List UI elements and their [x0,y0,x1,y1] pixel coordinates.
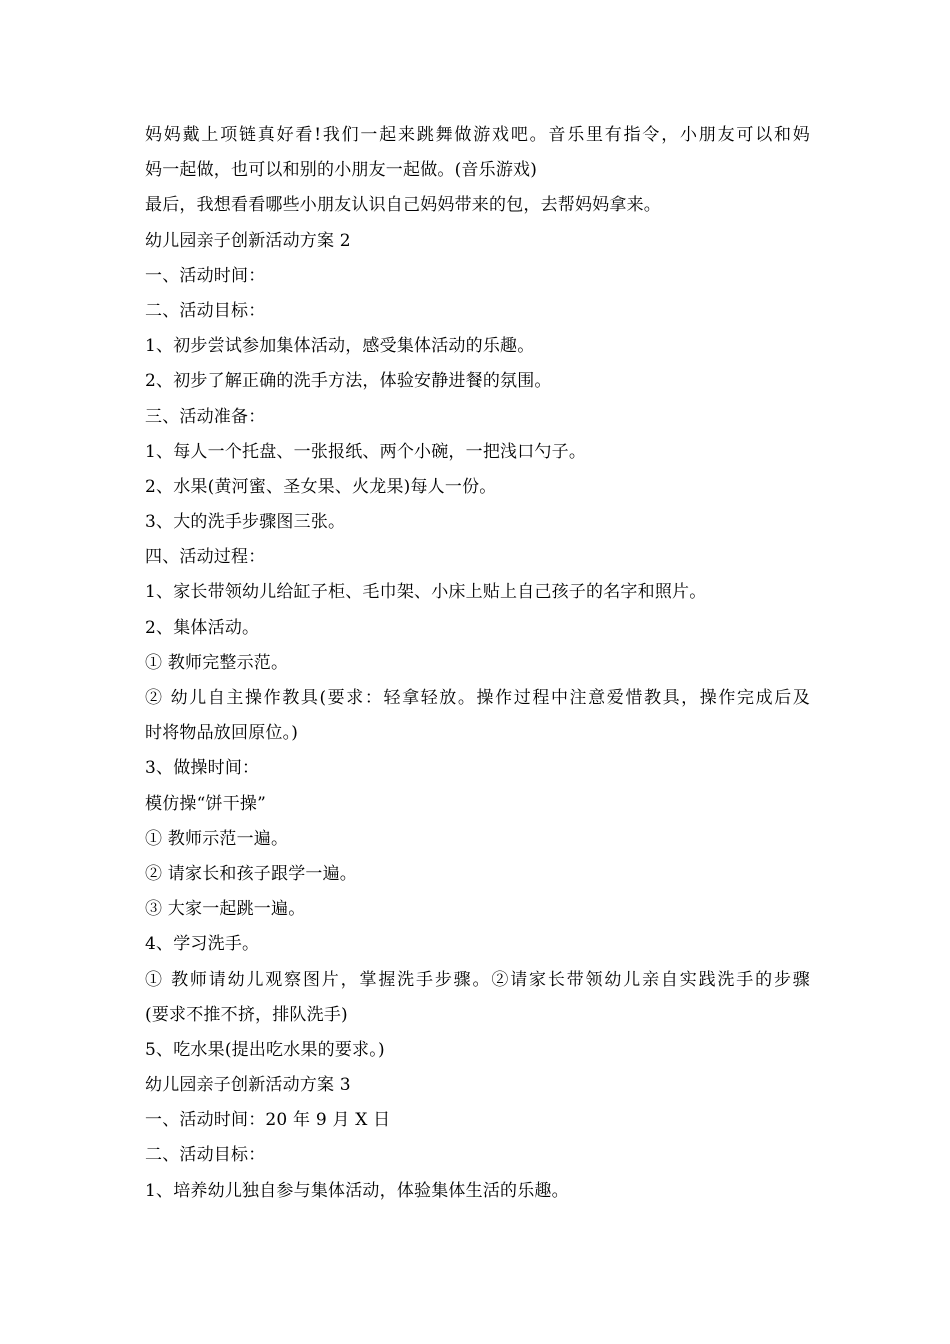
paragraph-line: 一、活动时间： [145,265,266,286]
paragraph-line: 最后，我想看看哪些小朋友认识自己妈妈带来的包，去帮妈妈拿来。 [145,195,661,216]
paragraph-line: 二、活动目标： [145,300,266,321]
paragraph-line: ③ 大家一起跳一遍。 [145,899,306,920]
paragraph-line: 3、大的洗手步骤图三张。 [145,512,346,533]
paragraph-line: (要求不推不挤，排队洗手) [145,1004,348,1025]
paragraph-line: 2、水果(黄河蜜、圣女果、火龙果)每人一份。 [145,476,497,497]
paragraph-line: 1、初步尝试参加集体活动，感受集体活动的乐趣。 [145,336,535,357]
paragraph-line: 1、家长带领幼儿给缸子柜、毛巾架、小床上贴上自己孩子的名字和照片。 [145,582,707,603]
paragraph-line: 四、活动过程： [145,547,266,568]
paragraph-line: ② 请家长和孩子跟学一遍。 [145,863,358,884]
paragraph-line: 1、培养幼儿独自参与集体活动，体验集体生活的乐趣。 [145,1180,569,1201]
paragraph-line: ② 幼儿自主操作教具(要求：轻拿轻放。操作过程中注意爱惜教具，操作完成后及 [145,688,810,708]
paragraph-line: 妈妈戴上项链真好看!我们一起来跳舞做游戏吧。音乐里有指令，小朋友可以和妈 [145,125,810,145]
paragraph-line: 5、吃水果(提出吃水果的要求。) [145,1039,385,1060]
section-heading: 幼儿园亲子创新活动方案 3 [145,1075,351,1096]
paragraph-line: ① 教师请幼儿观察图片，掌握洗手步骤。②请家长带领幼儿亲自实践洗手的步骤 [145,969,810,990]
paragraph-line: 三、活动准备： [145,406,266,427]
paragraph-line: 二、活动目标： [145,1145,266,1166]
paragraph-line: 一、活动时间：20 年 9 月 X 日 [145,1110,391,1131]
paragraph-line: 模仿操“饼干操” [145,793,266,814]
paragraph-line: 3、做操时间： [145,758,260,779]
paragraph-line: 妈一起做，也可以和别的小朋友一起做。(音乐游戏) [145,160,538,181]
paragraph-line: 4、学习洗手。 [145,934,260,955]
paragraph-line: 2、初步了解正确的洗手方法，体验安静进餐的氛围。 [145,371,552,392]
paragraph-line: 1、每人一个托盘、一张报纸、两个小碗，一把浅口勺子。 [145,441,587,462]
paragraph-line: 时将物品放回原位。) [145,723,299,744]
paragraph-line: ① 教师完整示范。 [145,652,289,673]
paragraph-line: ① 教师示范一遍。 [145,828,289,849]
section-heading: 幼儿园亲子创新活动方案 2 [145,230,351,251]
document-body [145,118,810,1209]
paragraph-line: 2、集体活动。 [145,617,260,638]
